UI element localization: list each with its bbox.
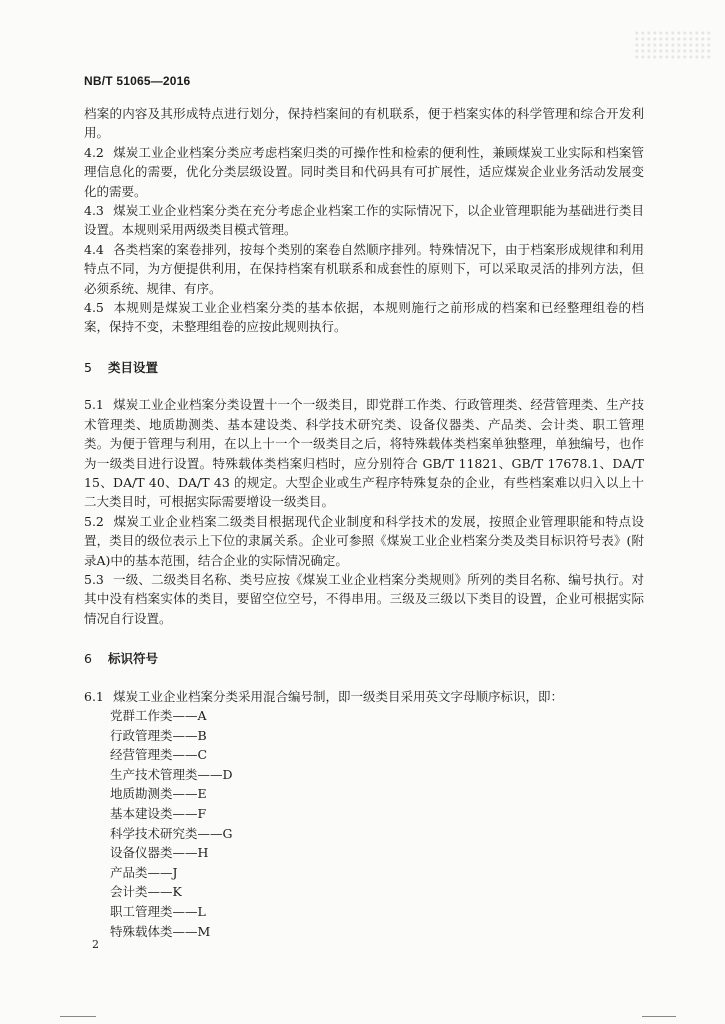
list-item: 职工管理类——L [110,903,206,919]
section-5-heading [84,358,644,377]
clause-5-1 [84,395,644,511]
clause-4-3 [84,201,644,240]
list-item: 生产技术管理类——D [110,766,233,782]
bottom-left-rule [60,1016,96,1017]
section-6-heading [84,649,644,668]
clause-number: 4.4 [84,241,104,257]
category-code-list [110,706,644,941]
clause-text: 各类档案的案卷排列，按每个类别的案卷自然顺序排列。特殊情况下，由于档案形成规律和利用特点不同，为方便提供利用，在保持档案有机联系和成套性的原则下，可以采取灵活的排列方法，但必须系统、规律、有序。 [84,241,644,296]
clause-number: 5.1 [84,397,104,413]
clause-text: 一级、二级类目名称、类号应按《煤炭工业企业档案分类规则》所列的类目名称、编号执行。对其中没有档案实体的类目，要留空位空号，不得串用。三级及三级以下类目的设置，企业可根据实际情况自行设置。 [84,571,644,626]
clause-number: 4.3 [84,203,104,219]
list-item: 基本建设类——F [110,805,207,821]
list-item: 设备仪器类——H [110,845,209,861]
page-content [84,104,644,941]
clause-text: 煤炭工业企业档案分类设置十一个一级类目，即党群工作类、行政管理类、经营管理类、生产技术管理类、地质勘测类、基本建设类、科学技术研究类、设备仪器类、产品类、会计类、职工管理类。为便于管理与利用，在以上十一个一级类目之后，将特殊载体类档案单独整理，单独编号，也作为一级类目进行设置。特殊载体类档案归档时，应分别符合 GB/T 11821、GB/T 17678.1、DA/T 15、DA/T 40、DA/T 43 的规定。大型企业或生产程序特殊复杂的企业，有些档案难以归入以上十二大类目时，可根据实际需要增设一级类目。 [84,397,644,510]
list-item: 特殊载体类——M [110,923,211,939]
section-title: 类目设置 [108,359,159,375]
clause-text: 煤炭工业企业档案分类采用混合编号制，即一级类目采用英文字母顺序标识，即： [113,688,564,704]
list-item: 行政管理类——B [110,727,207,743]
list-item: 科学技术研究类——G [110,825,233,841]
section-number: 6 [84,651,92,667]
clause-number: 4.2 [84,144,104,160]
section-number: 5 [84,359,92,375]
paragraph-continuation: 档案的内容及其形成特点进行划分，保持档案间的有机联系，便于档案实体的科学管理和综合开发利用。 [84,106,644,141]
clause-4-2 [84,143,644,201]
clause-4-5 [84,298,644,337]
clause-text: 煤炭工业企业档案分类在充分考虑企业档案工作的实际情况下，以企业管理职能为基础进行类目设置。本规则采用两级类目模式管理。 [84,203,644,238]
bottom-right-rule [642,1016,676,1017]
clause-number: 4.5 [84,300,104,316]
clause-5-2 [84,512,644,570]
corner-stamp-mark [635,30,713,60]
clause-5-3 [84,570,644,628]
list-item: 地质勘测类——E [110,786,207,802]
list-item: 党群工作类——A [110,707,207,723]
section-title: 标识符号 [108,651,159,667]
clause-6-1 [84,687,644,706]
list-item: 会计类——K [110,884,182,900]
clause-text: 煤炭工业企业档案二级类目根据现代企业制度和科学技术的发展，按照企业管理职能和特点设置，类目的级位表示上下位的隶属关系。企业可参照《煤炭工业企业档案分类及类目标识符号表》(附录A)中的基本范围，结合企业的实际情况确定。 [84,513,644,568]
clause-number: 5.2 [84,513,104,529]
page-number: 2 [92,938,99,951]
clause-number: 5.3 [84,571,104,587]
clause-text: 煤炭工业企业档案分类应考虑档案归类的可操作性和检索的便利性，兼顾煤炭工业实际和档案管理信息化的需要，优化分类层级设置。同时类目和代码具有可扩展性，适应煤炭企业业务活动发展变化的需要。 [84,144,644,199]
document-id: NB/T 51065—2016 [84,74,191,88]
clause-text: 本规则是煤炭工业企业档案分类的基本依据，本规则施行之前形成的档案和已经整理组卷的档案，保持不变，未整理组卷的应按此规则执行。 [84,300,644,335]
clause-number: 6.1 [84,688,104,704]
clause-4-4 [84,240,644,298]
list-item: 经营管理类——C [110,747,208,763]
list-item: 产品类——J [110,864,178,880]
